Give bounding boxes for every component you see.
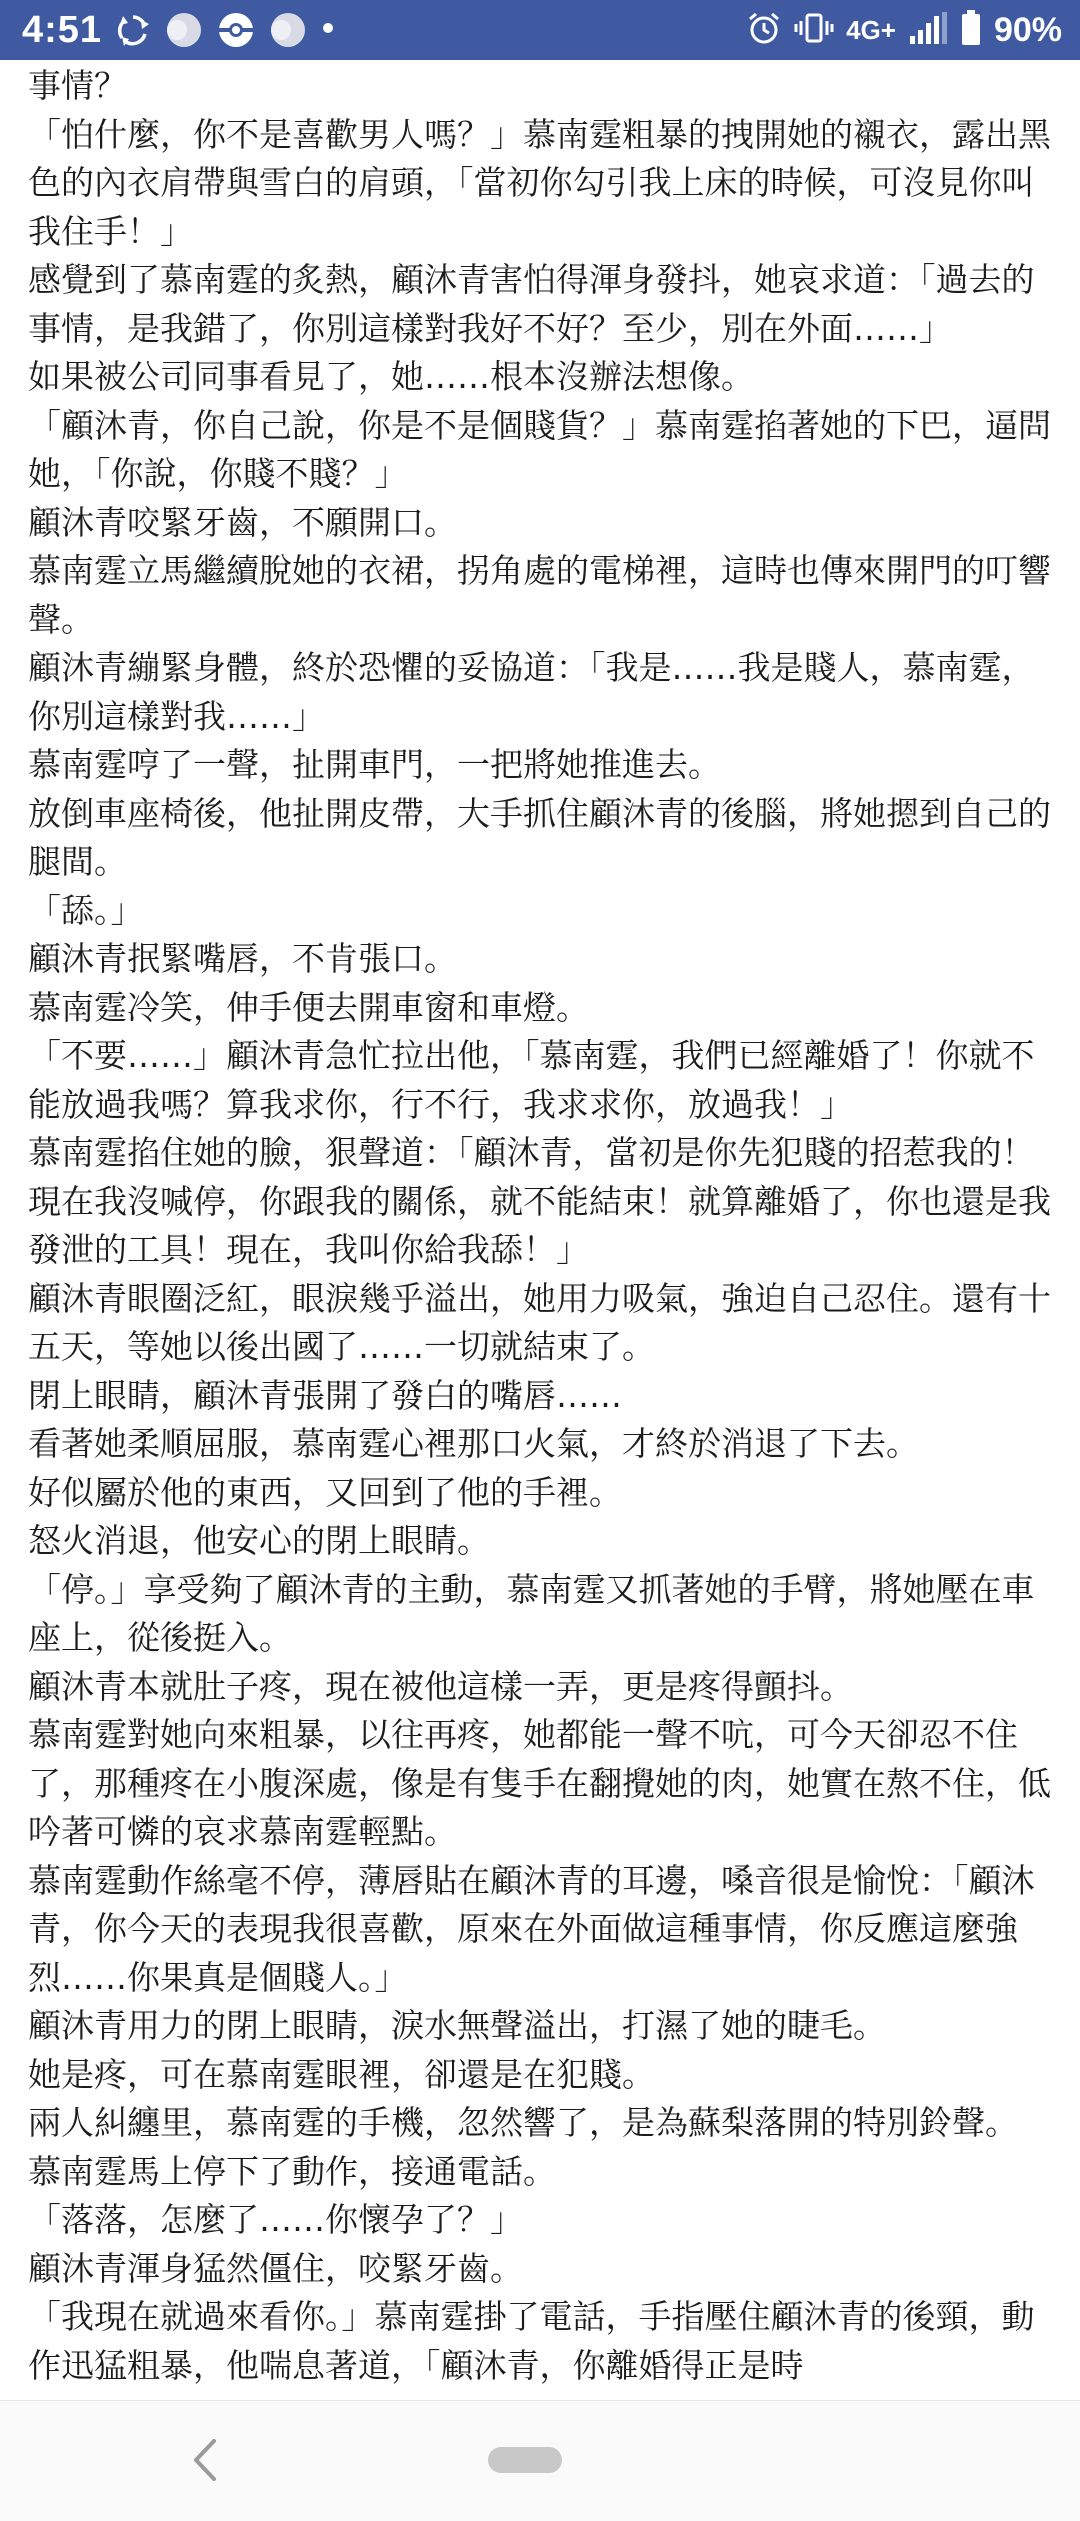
paragraph: 顧沐青抿緊嘴唇，不肯張口。 <box>28 939 457 978</box>
system-status <box>734 6 1062 54</box>
paragraph: 顧沐青本就肚子疼，現在被他這樣一弄，更是疼得顫抖。 <box>28 1666 853 1706</box>
paragraph: 她是疼，可在慕南霆眼裡，卻還是在犯賤。 <box>28 2054 655 2094</box>
paragraph: 怒火消退，他安心的閉上眼睛。 <box>28 1521 490 1560</box>
paragraph: 感覺到了慕南霆的炙熱，顧沐青害怕得渾身發抖，她哀求道：「過去的事情，是我錯了，你別這樣對我好不好？至少，別在外面……」 <box>28 260 1035 348</box>
paragraph: 「我現在就過來看你。」慕南霆掛了電話，手指壓住顧沐青的後頸，動作迅猛粗暴，他喘息著道，「顧沐青，你離婚得正是時 <box>28 2297 1035 2385</box>
paragraph: 「不要……」顧沐青急忙拉出他，「慕南霆，我們已經離婚了！你就不能放過我嗎？算我求你，行不行，我求求你，放過我！」 <box>28 1036 1035 1124</box>
paragraph: 慕南霆動作絲毫不停，薄唇貼在顧沐青的耳邊，嗓音很是愉悅：「顧沐青，你今天的表現我很喜歡，原來在外面做這種事情，你反應這麼強烈……你果真是個賤人。」 <box>28 1860 1035 1997</box>
paragraph: 顧沐青繃緊身體，終於恐懼的妥協道：「我是……我是賤人，慕南霆，你別這樣對我……」 <box>28 648 1035 736</box>
paragraph: 好似屬於他的東西，又回到了他的手裡。 <box>28 1472 622 1512</box>
dot-icon <box>321 21 335 40</box>
paragraph: 顧沐青咬緊牙齒，不願開口。 <box>28 502 457 542</box>
paragraph: 看著她柔順屈服，慕南霆心裡那口火氣，才終於消退了下去。 <box>28 1424 919 1463</box>
paragraph: 事情？ <box>28 66 127 105</box>
paragraph: 兩人糾纏里，慕南霆的手機，忽然響了，是為蘇梨落開的特別鈴聲。 <box>28 2103 1018 2142</box>
paragraph: 「怕什麼，你不是喜歡男人嗎？」慕南霆粗暴的拽開她的襯衣，露出黑色的內衣肩帶與雪白的肩頭，「當初你勾引我上床的時候，可沒見你叫我住手！」 <box>28 114 1051 251</box>
sync-icon <box>115 12 151 48</box>
paragraph: 慕南霆立馬繼續脫她的衣裙，拐角處的電梯裡，這時也傳來開門的叮響聲。 <box>28 551 1051 639</box>
pokeball-icon <box>217 11 255 49</box>
paragraph: 如果被公司同事看見了，她……根本沒辦法想像。 <box>28 357 754 396</box>
navigation-bar <box>0 2400 1080 2521</box>
paragraph: 閉上眼睛，顧沐青張開了發白的嘴唇…… <box>28 1375 622 1415</box>
battery-percent: 90% <box>993 10 1062 49</box>
signal-icon <box>908 10 948 51</box>
circle-icon <box>165 11 203 49</box>
paragraph: 「顧沐青，你自己說，你是不是個賤貨？」慕南霆掐著她的下巴，逼問她，「你說，你賤不賤？」 <box>28 405 1051 493</box>
paragraph: 慕南霆冷笑，伸手便去開車窗和車燈。 <box>28 987 589 1027</box>
paragraph: 顧沐青眼圈泛紅，眼淚幾乎溢出，她用力吸氣，強迫自己忍住。還有十五天，等她以後出國了……一切就結束了。 <box>28 1278 1051 1366</box>
home-pill-icon[interactable] <box>488 2447 562 2473</box>
paragraph: 「落落，怎麼了……你懷孕了？」 <box>28 2200 523 2239</box>
circle-icon <box>269 11 307 49</box>
status-bar <box>0 0 1080 60</box>
paragraph: 顧沐青用力的閉上眼睛，淚水無聲溢出，打濕了她的睫毛。 <box>28 2006 886 2045</box>
paragraph: 放倒車座椅後，他扯開皮帶，大手抓住顧沐青的後腦，將她摁到自己的腿間。 <box>28 793 1051 881</box>
network-type: 4G+ <box>846 14 896 45</box>
paragraph: 慕南霆掐住她的臉，狠聲道：「顧沐青，當初是你先犯賤的招惹我的！現在我沒喊停，你跟我的關係，就不能結束！就算離婚了，你也還是我發泄的工具！現在，我叫你給我舔！」 <box>28 1133 1051 1269</box>
article-body <box>28 62 1064 2402</box>
chevron-left-icon[interactable] <box>190 2437 220 2483</box>
alarm-icon <box>746 10 782 51</box>
paragraph: 慕南霆哼了一聲，扯開車門，一把將她推進去。 <box>28 745 721 784</box>
paragraph: 「舔。」 <box>28 890 144 930</box>
paragraph: 「停。」享受夠了顧沐青的主動，慕南霆又抓著她的手臂，將她壓在車座上，從後挺入。 <box>28 1569 1035 1657</box>
notification-icons <box>115 10 349 50</box>
vibrate-icon <box>794 10 834 51</box>
paragraph: 慕南霆對她向來粗暴，以往再疼，她都能一聲不吭，可今天卻忍不住了，那種疼在小腹深處，像是有隻手在翻攪她的肉，她實在熬不住，低吟著可憐的哀求慕南霆輕點。 <box>28 1715 1051 1851</box>
paragraph: 慕南霆馬上停下了動作，接通電話。 <box>28 2151 556 2191</box>
status-time: 4:51 <box>22 9 103 51</box>
battery-icon <box>960 9 982 52</box>
paragraph: 顧沐青渾身猛然僵住，咬緊牙齒。 <box>28 2248 523 2288</box>
